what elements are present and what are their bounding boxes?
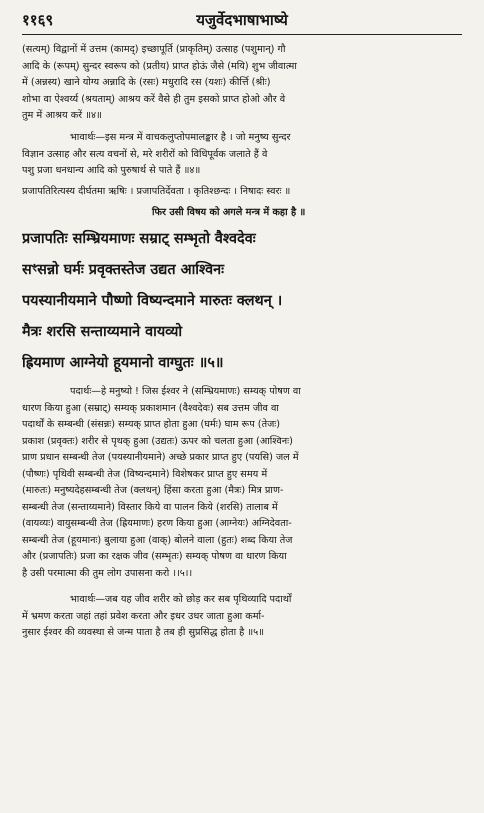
text-line: पशु प्रजा धनधान्य आदि को पुरुषार्थ से पाते हैं ॥४॥ (22, 165, 201, 176)
text-line: भावार्थः—जब यह जीव शरीर को छोड़ कर सब पृथिव्यादि पदार्थों (70, 594, 292, 605)
padartha-continued (22, 42, 462, 125)
mantra-meta (22, 184, 462, 201)
text-line: शोभा वा ऐश्वर्य्य (श्रयताम्) आश्रय करें वैसे ही तुम इसको प्राप्त होओ और वे (22, 93, 286, 105)
text-line: आदि के (रूपम्) सुन्दर स्वरूप को (प्रतीय) प्राप्त होऊं जैसे (मयि) शुभ जीवात्मा (22, 60, 297, 72)
text-line: और (प्रजापतिः) प्रजा का रक्षक जीव (सम्भृतः) सम्यक् पोषण वा धारण किया (22, 551, 287, 562)
text-line: नुसार ईश्वर की व्यवस्था से जन्म पाता है तब ही सुप्रसिद्ध होता है ॥५॥ (22, 627, 265, 638)
text-line: तुम में आश्रय करें ॥४॥ (22, 110, 102, 121)
page-title: यजुर्वेदभाषाभाष्ये (196, 11, 288, 29)
text-line: धारण किया हुआ (सम्राट्) सम्यक् प्रकाशमान (वैश्वदेवः) सब उत्तम जीव वा (22, 402, 279, 414)
text-line: में (अन्नस्य) खाने योग्य अन्नादि के (रसः) मधुरादि रस (यशः) कीर्त्ति (श्रीः) (22, 77, 271, 88)
verse-line: ह्रियमाण आग्नेयो हूयमानो वाग्घुतः ॥५॥ (22, 355, 224, 371)
padartha-5 (22, 384, 462, 582)
text-line: (मारुतः) मनुष्यदेहसम्बन्धी तेज (क्लथन्) हिंसा करता हुआ (मैत्रः) मित्र प्राण- (22, 485, 284, 496)
header-rule (22, 34, 462, 35)
page-header (22, 8, 462, 32)
text-line: (पौष्णः) पृथिवी सम्बन्धी तेज (विष्यन्दमाने) विशेषकर प्राप्त हुए समय में (22, 468, 268, 480)
text-line: में भ्रमण करता जहां तहां प्रवेश करता और इधर उधर जाता हुआ कर्मा- (22, 610, 265, 622)
verse-line: सꣳसन्नो घर्मः प्रवृक्तस्तेज उद्यत आश्विनः (22, 262, 225, 278)
text-line: पदार्थों के सम्बन्धी (संसन्नः) सम्यक् प्राप्त होता हुआ (घर्मः) घाम रूप (तेजः) (22, 419, 281, 430)
verse-line: मैत्रः शरसि सन्ताय्यमाने वायव्यो (22, 324, 183, 340)
text-line: सम्बन्धी तेज (सन्ताय्यमाने) विस्तार किये वा पालन किये (शरसि) तालाब में (22, 501, 278, 513)
text-line: भावार्थः—इस मन्त्र में वाचकलुप्तोपमालङ्कार है । जो मनुष्य सुन्दर (70, 132, 291, 143)
bhavartha-4 (22, 130, 462, 180)
text-line: (वायव्यः) वायुसम्बन्धी तेज (ह्रियमाणः) हरण किया हुआ (आग्नेयः) अग्निदेवता- (22, 518, 292, 529)
intro-line: फिर उसी विषय को अगले मन्त्र में कहा है ॥ (152, 207, 306, 218)
text-line: प्राण प्रधान सम्बन्धी तेज (पयस्यानीयमाने) अच्छे प्रकार प्राप्त हुए (पयसि) जल में (22, 452, 299, 463)
text-line: (सत्यम्) विद्वानों में उत्तम (कामद्) इच्छापूर्ति (प्राकृतिम्) उत्साह (पशुमान्) गौ (22, 44, 286, 55)
meta-line: प्रजापतिरित्यस्य दीर्घतमा ऋषिः । प्रजापतिर्देवता । कृतिश्छन्दः । निषादः स्वरः ॥ (22, 186, 291, 197)
verse-line: प्रजापतिः सम्भ्रियमाणः सम्राट् सम्भृतो वैश्वदेवः (22, 231, 256, 247)
text-line: विज्ञान उत्साह और सत्य वचनों से, मरे शरीरों को विधिपूर्वक जलाते हैं वे (22, 148, 268, 160)
bhavartha-5 (22, 592, 462, 642)
verse-line: पयस्यानीयमाने पौष्णो विष्यन्दमाने मारुतः क्लथन् । (22, 293, 283, 309)
mantra-verse (22, 224, 462, 379)
intro (22, 205, 462, 222)
text-line: है उसी परमात्मा की तुम लोग उपासना करो ।।५।। (22, 567, 193, 579)
text-line: पदार्थः—हे मनुष्यो ! जिस ईश्वर ने (सम्भ्रियमाणः) सम्यक् पोषण वा (70, 386, 301, 397)
page-number: ११६९ (22, 11, 54, 29)
text-line: सम्बन्धी तेज (हूयमानः) बुलाया हुआ (वाक्) बोलने वाला (हुतः) शब्द किया तेज (22, 534, 293, 546)
text-line: प्रकाश (प्रवृक्तः) शरीर से पृथक् हुआ (उद्यतः) ऊपर को चलता हुआ (आश्विनः) (22, 435, 293, 447)
